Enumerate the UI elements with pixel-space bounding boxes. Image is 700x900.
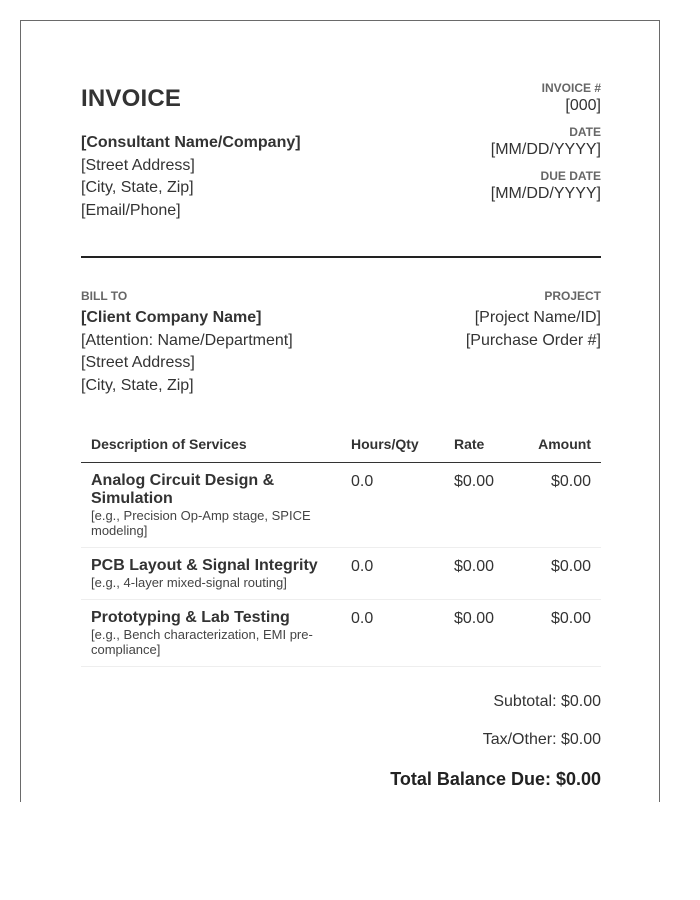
service-description [91, 463, 331, 547]
client-attention: [Attention: Name/Department] [81, 331, 293, 349]
invoice-date-value: [MM/DD/YYYY] [490, 141, 601, 158]
invoice-date-label: DATE [569, 125, 601, 139]
header-hours: Hours/Qty [351, 436, 419, 452]
project-name: [Project Name/ID] [474, 309, 601, 326]
table-row [81, 548, 601, 600]
consultant-contact: [Email/Phone] [81, 201, 181, 219]
service-amount: $0.00 [550, 558, 591, 575]
header-divider [81, 256, 601, 258]
consultant-street: [Street Address] [81, 156, 195, 174]
header-description: Description of Services [91, 436, 247, 452]
service-rate: $0.00 [454, 473, 495, 490]
subtotal: Subtotal: $0.00 [493, 693, 601, 710]
header-amount: Amount [538, 436, 591, 452]
service-name: PCB Layout & Signal Integrity [91, 557, 318, 574]
tax-other: Tax/Other: $0.00 [482, 731, 601, 748]
due-date-value: [MM/DD/YYYY] [490, 185, 601, 202]
service-note: [e.g., Bench characterization, EMI pre-compliance] [91, 627, 313, 657]
consultant-name: [Consultant Name/Company] [81, 134, 301, 151]
services-table [81, 426, 601, 667]
table-header [81, 426, 601, 463]
service-rate: $0.00 [454, 558, 495, 575]
service-note: [e.g., 4-layer mixed-signal routing] [91, 575, 287, 590]
table-row [81, 600, 601, 667]
bill-to-label: BILL TO [81, 289, 128, 303]
project-label: PROJECT [544, 289, 601, 303]
service-description [91, 548, 331, 599]
bill-to-block [81, 289, 293, 397]
consultant-block [81, 132, 301, 222]
service-hours: 0.0 [351, 473, 374, 490]
service-note: [e.g., Precision Op-Amp stage, SPICE modeling] [91, 508, 311, 538]
total-balance-due: Total Balance Due: $0.00 [390, 769, 601, 789]
consultant-city: [City, State, Zip] [81, 179, 194, 196]
table-row [81, 463, 601, 548]
client-company: [Client Company Name] [81, 309, 262, 326]
invoice-number-value: [000] [565, 97, 601, 114]
totals-block [390, 691, 601, 790]
service-rate: $0.00 [454, 610, 495, 627]
service-hours: 0.0 [351, 558, 374, 575]
invoice-title: INVOICE [81, 85, 182, 112]
project-block [466, 289, 601, 352]
service-amount: $0.00 [550, 610, 591, 627]
due-date-label: DUE DATE [540, 169, 601, 183]
client-street: [Street Address] [81, 354, 195, 371]
invoice-number-label: INVOICE # [541, 81, 601, 95]
service-amount: $0.00 [550, 473, 591, 490]
invoice-meta [491, 81, 601, 205]
service-description [91, 600, 331, 666]
service-hours: 0.0 [351, 610, 374, 627]
service-name: Analog Circuit Design & Simulation [91, 472, 275, 507]
service-name: Prototyping & Lab Testing [91, 609, 290, 626]
invoice-page [20, 20, 660, 802]
purchase-order: [Purchase Order #] [465, 331, 601, 349]
client-city: [City, State, Zip] [81, 376, 194, 394]
header-rate: Rate [454, 436, 485, 452]
